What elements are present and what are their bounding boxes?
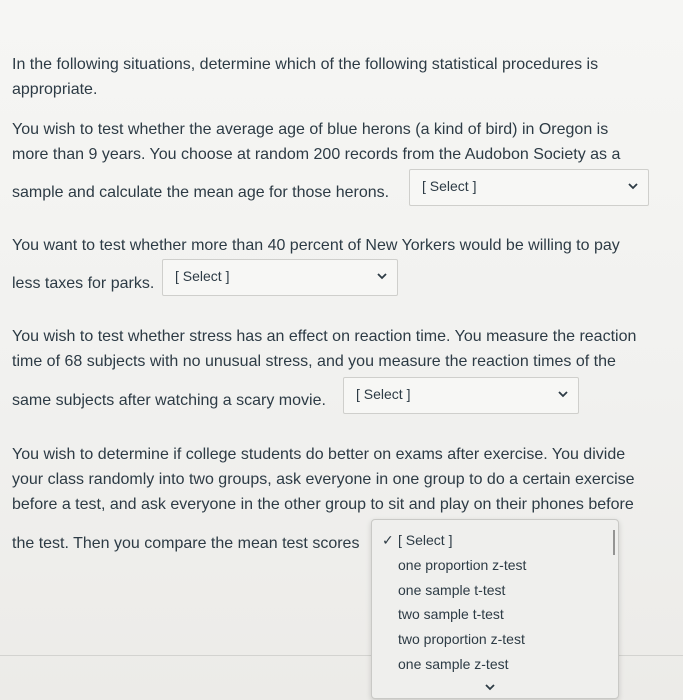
question-4-last-line: [12, 531, 359, 556]
question-4-line: the test. Then you compare the mean test scores: [12, 535, 360, 552]
dropdown-option-one-sample-z-test[interactable]: one sample z-test: [398, 656, 509, 672]
question-4-line: You wish to determine if college students do better on exams after exercise. You divide: [12, 446, 626, 463]
dropdown-option-two-proportion-z-test[interactable]: two proportion z-test: [398, 631, 525, 647]
select-value: [ Select ]: [175, 268, 230, 284]
instructions-line: appropriate.: [12, 81, 98, 98]
checkmark-icon: ✓: [382, 532, 394, 548]
question-2-line: You want to test whether more than 40 percent of New Yorkers would be willing to pay: [12, 237, 620, 254]
question-1-line: You wish to test whether the average age of blue herons (a kind of bird) in Oregon is: [12, 121, 609, 138]
question-2-line: less taxes for parks.: [12, 275, 155, 292]
question-3-line: time of 68 subjects with no unusual stress, and you measure the reaction times of the: [12, 353, 616, 370]
question-3-line: You wish to test whether stress has an effect on reaction time. You measure the reaction: [12, 328, 637, 345]
select-value: [ Select ]: [356, 386, 411, 402]
chevron-down-icon: [377, 272, 387, 280]
question-1: [12, 117, 620, 167]
question-3: [12, 324, 636, 374]
question-4: [12, 442, 635, 517]
instructions: [12, 52, 598, 102]
question-1-select[interactable]: [409, 169, 649, 206]
question-4-dropdown-list[interactable]: [371, 519, 619, 699]
chevron-down-icon: [628, 182, 638, 190]
dropdown-option-one-sample-t-test[interactable]: one sample t-test: [398, 582, 506, 598]
question-4-line: your class randomly into two groups, ask everyone in one group to do a certain exercise: [12, 471, 635, 488]
question-2: [12, 233, 620, 258]
question-2-select[interactable]: [162, 259, 398, 296]
question-3-select[interactable]: [343, 377, 579, 414]
chevron-down-icon[interactable]: [485, 683, 495, 691]
dropdown-option-one-proportion-z-test[interactable]: one proportion z-test: [398, 557, 527, 573]
question-1-last-line: [12, 180, 389, 205]
scrollbar[interactable]: [613, 530, 615, 555]
question-3-last-line: [12, 388, 326, 413]
instructions-line: In the following situations, determine which of the following statistical procedures is: [12, 56, 599, 73]
question-3-line: same subjects after watching a scary movie.: [12, 392, 326, 409]
select-value: [ Select ]: [422, 178, 477, 194]
dropdown-option-two-sample-t-test[interactable]: two sample t-test: [398, 606, 504, 622]
chevron-down-icon: [558, 390, 568, 398]
question-2-last-line: [12, 271, 154, 296]
question-1-line: sample and calculate the mean age for those herons.: [12, 184, 390, 201]
dropdown-option-select[interactable]: [ Select ]: [398, 532, 453, 548]
question-4-line: before a test, and ask everyone in the other group to sit and play on their phones before: [12, 496, 634, 513]
question-1-line: more than 9 years. You choose at random 200 records from the Audobon Society as a: [12, 146, 621, 163]
